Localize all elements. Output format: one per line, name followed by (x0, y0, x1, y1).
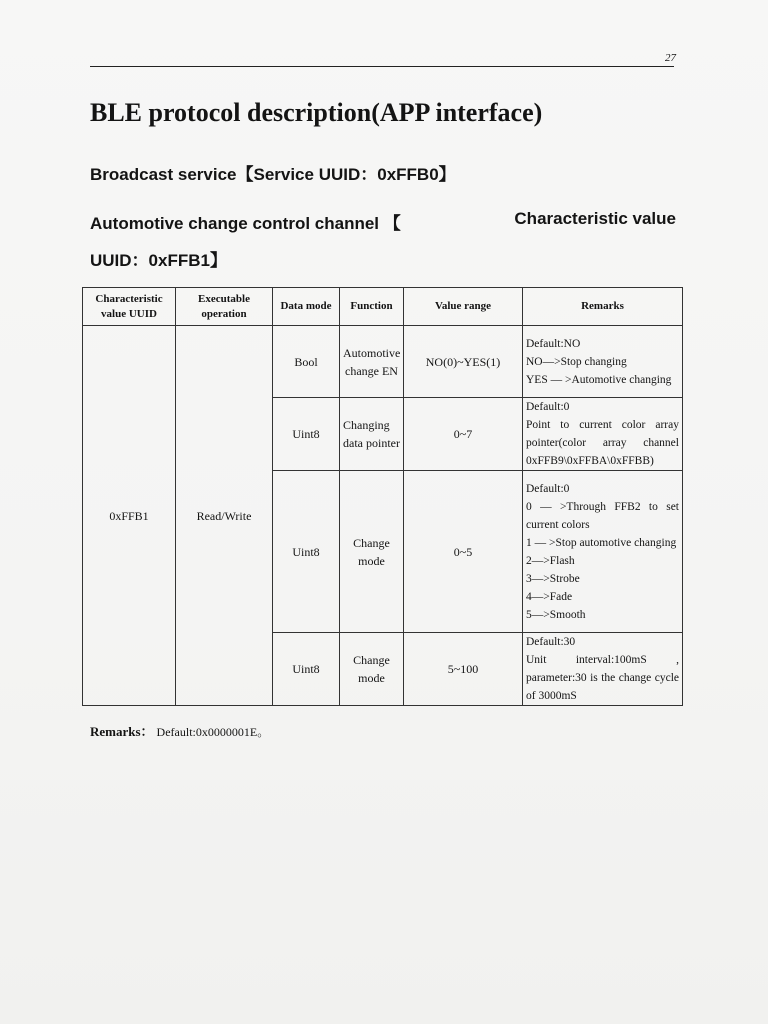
page-title: BLE protocol description(APP interface) (90, 98, 543, 127)
channel-heading-line-1 (90, 209, 676, 234)
header-remarks: Remarks (523, 288, 683, 326)
header-executable-operation: Executable operation (176, 288, 273, 326)
cell-function: Change mode (340, 633, 404, 706)
protocol-table (82, 287, 683, 706)
header-data-mode: Data mode (273, 288, 340, 326)
header-characteristic-uuid: Characteristic value UUID (83, 288, 176, 326)
remark-line: 5—>Smooth (526, 608, 586, 621)
remark-line: 1 — >Stop automotive changing (526, 536, 677, 549)
remark-line: 0 — >Through FFB2 to set current colors (526, 500, 679, 531)
table-footnote (90, 721, 269, 740)
cell-data-mode: Uint8 (273, 471, 340, 633)
remark-line: NO—>Stop changing (526, 355, 627, 368)
page-number: 27 (665, 52, 676, 64)
cell-value-range: 0~5 (404, 471, 523, 633)
channel-heading-part-1: Automotive change control channel 【 (90, 214, 401, 233)
remark-line: Default:30 (526, 636, 576, 648)
footnote-label: Remarks： (90, 724, 154, 739)
cell-function: Changing data pointer (340, 398, 404, 471)
cell-data-mode: Uint8 (273, 633, 340, 706)
cell-remarks (523, 326, 683, 398)
remark-line: Point to current color array pointer(color array channel 0xFFB9\0xFFBA\0xFFBB) (526, 419, 679, 467)
cell-function: Automotive change EN (340, 326, 404, 398)
channel-heading-line-2: UUID：0xFFB1】 (90, 251, 227, 270)
remark-line: YES — >Automotive changing (526, 373, 672, 386)
remark-line: Default:NO (526, 337, 581, 350)
cell-remarks (523, 633, 683, 706)
cell-value-range: 0~7 (404, 398, 523, 471)
cell-executable-operation: Read/Write (176, 326, 273, 706)
table-row (83, 326, 683, 398)
remark-line: Default:0 (526, 482, 570, 495)
table-header-row (83, 288, 683, 326)
remark-line: Default:0 (526, 401, 570, 413)
header-rule (90, 66, 674, 67)
header-function: Function (340, 288, 404, 326)
cell-data-mode: Uint8 (273, 398, 340, 471)
cell-data-mode: Bool (273, 326, 340, 398)
remark-line: 3—>Strobe (526, 572, 580, 585)
remark-line: 4—>Fade (526, 590, 573, 603)
cell-function: Change mode (340, 471, 404, 633)
remark-line: 2—>Flash (526, 554, 575, 567)
footnote-text: Default:0x0000001E。 (156, 725, 270, 739)
broadcast-service-heading: Broadcast service【Service UUID：0xFFB0】 (90, 165, 456, 184)
cell-value-range: 5~100 (404, 633, 523, 706)
cell-characteristic-uuid: 0xFFB1 (83, 326, 176, 706)
cell-remarks (523, 471, 683, 633)
cell-remarks (523, 398, 683, 471)
remark-line: Unit interval:100mS , parameter:30 is the change cycle of 3000mS (526, 654, 679, 702)
channel-heading-part-2: Characteristic value (514, 209, 676, 228)
header-value-range: Value range (404, 288, 523, 326)
cell-value-range: NO(0)~YES(1) (404, 326, 523, 398)
